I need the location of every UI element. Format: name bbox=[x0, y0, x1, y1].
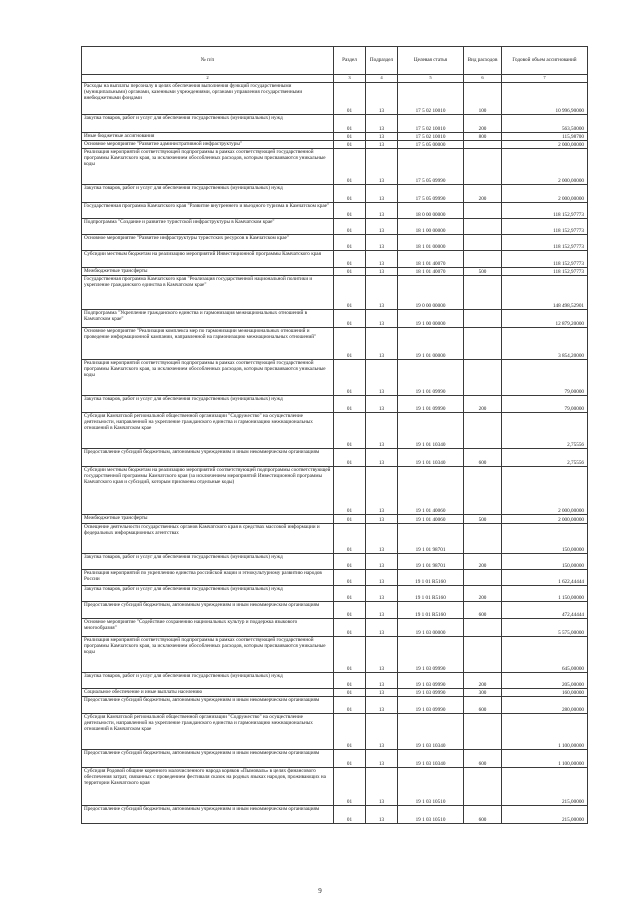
row-section: 01 bbox=[334, 268, 366, 276]
row-expense-type bbox=[464, 467, 502, 515]
table-row bbox=[82, 602, 588, 619]
table-row bbox=[82, 689, 588, 697]
row-description: Основное мероприятие "Реализация комплекса мер по гармонизации межнациональных отношений и проведение информационной кампании, направленной на гармонизацию межнациональных отношений" bbox=[82, 328, 334, 360]
page-number: 9 bbox=[318, 887, 322, 895]
row-description: Иные бюджетные ассигнования bbox=[82, 133, 334, 141]
table-row bbox=[82, 133, 588, 141]
row-target: 18 0 00 00000 bbox=[398, 203, 464, 219]
row-description: Субсидия Родовой общине коренного малочисленного народа коряков «Пымоваль» в целях финансового обеспечения затрат, связанных с проведением фестиваля сказок на родных языках народов, проживающих на территории Камчатского края bbox=[82, 768, 334, 806]
table-header-row bbox=[82, 47, 588, 75]
row-expense-type bbox=[464, 219, 502, 235]
row-section: 01 bbox=[334, 449, 366, 467]
row-amount: 3 854,20000 bbox=[502, 328, 588, 360]
row-section: 01 bbox=[334, 310, 366, 328]
row-subsection: 13 bbox=[366, 115, 398, 133]
row-amount: 2 000,00000 bbox=[502, 515, 588, 524]
row-amount: 280,00000 bbox=[502, 697, 588, 714]
row-amount: 118 152,97773 bbox=[502, 235, 588, 251]
row-description: Подпрограмма "Создание и развитие туристской инфраструктуры в Камчатском крае" bbox=[82, 219, 334, 235]
row-description: Освещение деятельности государственных органов Камчатского края в средствах массовой информации и федеральных информационных агентствах bbox=[82, 524, 334, 554]
row-amount: 1 150,00000 bbox=[502, 586, 588, 602]
row-target: 19 1 01 00000 bbox=[398, 328, 464, 360]
table-row bbox=[82, 276, 588, 310]
row-target: 19 1 03 10340 bbox=[398, 714, 464, 750]
row-subsection: 13 bbox=[366, 602, 398, 619]
row-amount: 5 575,00000 bbox=[502, 619, 588, 637]
column-number-5: 5 bbox=[398, 75, 464, 83]
budget-table bbox=[81, 46, 588, 824]
column-number-6: 6 bbox=[464, 75, 502, 83]
table-row bbox=[82, 413, 588, 449]
row-expense-type: 200 bbox=[464, 673, 502, 689]
row-description: Предоставление субсидий бюджетным, автономным учреждениям и иным некоммерческим организациям bbox=[82, 602, 334, 619]
row-description: Реализация мероприятий соответствующей подпрограммы в рамках соответствующей государственной программы Камчатского края, за исключением обособленных расходов, которым присваиваются уникальные коды bbox=[82, 149, 334, 185]
table-row bbox=[82, 360, 588, 396]
row-expense-type: 200 bbox=[464, 396, 502, 413]
row-amount: 118 152,97773 bbox=[502, 203, 588, 219]
row-description: Закупка товаров, работ и услуг для обеспечения государственных (муниципальных) нужд bbox=[82, 115, 334, 133]
row-subsection: 13 bbox=[366, 310, 398, 328]
row-expense-type bbox=[464, 413, 502, 449]
row-section: 01 bbox=[334, 637, 366, 673]
row-section: 01 bbox=[334, 149, 366, 185]
table-row bbox=[82, 396, 588, 413]
row-amount: 2 000,00000 bbox=[502, 141, 588, 149]
row-description: Предоставление субсидий бюджетным, автономным учреждениям и иным некоммерческим организациям bbox=[82, 697, 334, 714]
row-section: 01 bbox=[334, 586, 366, 602]
column-number-4: 4 bbox=[366, 75, 398, 83]
table-row bbox=[82, 515, 588, 524]
row-target: 19 1 01 10340 bbox=[398, 449, 464, 467]
row-target: 19 1 03 00000 bbox=[398, 619, 464, 637]
row-target: 19 1 01 R5160 bbox=[398, 586, 464, 602]
row-subsection: 13 bbox=[366, 141, 398, 149]
row-subsection: 13 bbox=[366, 413, 398, 449]
row-target: 17 5 02 10010 bbox=[398, 83, 464, 115]
row-subsection: 13 bbox=[366, 83, 398, 115]
row-amount: 472,44444 bbox=[502, 602, 588, 619]
row-description: Закупка товаров, работ и услуг для обеспечения государственных (муниципальных) нужд bbox=[82, 586, 334, 602]
header-expense-type: Вид расходов bbox=[464, 47, 502, 75]
table-row bbox=[82, 251, 588, 268]
row-section: 01 bbox=[334, 235, 366, 251]
row-expense-type bbox=[464, 141, 502, 149]
column-number-row bbox=[82, 75, 588, 83]
row-expense-type: 200 bbox=[464, 115, 502, 133]
row-section: 01 bbox=[334, 619, 366, 637]
row-expense-type: 600 bbox=[464, 602, 502, 619]
row-subsection: 13 bbox=[366, 806, 398, 824]
row-description: Основное мероприятие "Развитие административной инфраструктуры" bbox=[82, 141, 334, 149]
row-expense-type bbox=[464, 203, 502, 219]
row-expense-type bbox=[464, 570, 502, 586]
row-subsection: 13 bbox=[366, 360, 398, 396]
row-section: 01 bbox=[334, 276, 366, 310]
row-description: Расходы на выплаты персоналу в целях обеспечения выполнения функций государственными (муниципальными) органами, казенными учреждениями, органами управления государственными внебюджетными фондами bbox=[82, 83, 334, 115]
row-description: Реализация мероприятий соответствующей подпрограммы в рамках соответствующей государственной программы Камчатского края, за исключением обособленных расходов, которым присваиваются уникальные коды bbox=[82, 637, 334, 673]
table-row bbox=[82, 328, 588, 360]
table-row bbox=[82, 524, 588, 554]
table-row bbox=[82, 203, 588, 219]
row-amount: 10 996,90000 bbox=[502, 83, 588, 115]
row-target: 19 0 00 00000 bbox=[398, 276, 464, 310]
row-description: Межбюджетные трансферты bbox=[82, 268, 334, 276]
row-expense-type: 600 bbox=[464, 449, 502, 467]
row-amount: 1 622,44444 bbox=[502, 570, 588, 586]
row-target: 19 1 01 40060 bbox=[398, 467, 464, 515]
row-target: 19 1 03 10340 bbox=[398, 750, 464, 768]
row-section: 01 bbox=[334, 219, 366, 235]
row-description: Закупка товаров, работ и услуг для обеспечения государственных (муниципальных) нужд bbox=[82, 554, 334, 570]
row-subsection: 13 bbox=[366, 768, 398, 806]
row-expense-type: 300 bbox=[464, 689, 502, 697]
row-section: 01 bbox=[334, 413, 366, 449]
row-subsection: 13 bbox=[366, 449, 398, 467]
row-subsection: 13 bbox=[366, 133, 398, 141]
row-amount: 79,00000 bbox=[502, 396, 588, 413]
row-target: 19 1 01 98701 bbox=[398, 554, 464, 570]
table-row bbox=[82, 83, 588, 115]
row-target: 19 1 03 09990 bbox=[398, 637, 464, 673]
row-amount: 150,00000 bbox=[502, 524, 588, 554]
row-subsection: 13 bbox=[366, 524, 398, 554]
row-section: 01 bbox=[334, 750, 366, 768]
row-amount: 2,75556 bbox=[502, 449, 588, 467]
column-number-7: 7 bbox=[502, 75, 588, 83]
row-subsection: 13 bbox=[366, 276, 398, 310]
table-row bbox=[82, 141, 588, 149]
table-row bbox=[82, 768, 588, 806]
row-subsection: 13 bbox=[366, 149, 398, 185]
row-amount: 79,00000 bbox=[502, 360, 588, 396]
table-row bbox=[82, 310, 588, 328]
row-description: Государственная программа Камчатского края "Реализация государственной национальной политики и укрепление гражданского единства в Камчатском крае" bbox=[82, 276, 334, 310]
row-description: Межбюджетные трансферты bbox=[82, 515, 334, 524]
row-section: 01 bbox=[334, 115, 366, 133]
row-target: 19 1 01 10340 bbox=[398, 413, 464, 449]
column-number-3: 3 bbox=[334, 75, 366, 83]
row-expense-type bbox=[464, 276, 502, 310]
row-expense-type bbox=[464, 235, 502, 251]
row-amount: 12 879,20000 bbox=[502, 310, 588, 328]
row-amount: 205,00000 bbox=[502, 673, 588, 689]
row-target: 19 1 01 09990 bbox=[398, 360, 464, 396]
table-row bbox=[82, 467, 588, 515]
row-section: 01 bbox=[334, 689, 366, 697]
row-amount: 118 152,97773 bbox=[502, 268, 588, 276]
row-subsection: 13 bbox=[366, 251, 398, 268]
row-target: 17 5 05 00000 bbox=[398, 141, 464, 149]
table-row bbox=[82, 619, 588, 637]
header-target: Целевая статья bbox=[398, 47, 464, 75]
row-section: 01 bbox=[334, 554, 366, 570]
row-section: 01 bbox=[334, 768, 366, 806]
row-expense-type bbox=[464, 768, 502, 806]
row-section: 01 bbox=[334, 467, 366, 515]
row-target: 18 1 01 40070 bbox=[398, 251, 464, 268]
row-section: 01 bbox=[334, 515, 366, 524]
row-amount: 115,98700 bbox=[502, 133, 588, 141]
row-subsection: 13 bbox=[366, 714, 398, 750]
row-description: Реализация мероприятий по укреплению единства российской нации и этнокультурному развитию народов России bbox=[82, 570, 334, 586]
table-row bbox=[82, 185, 588, 203]
row-amount: 160,00000 bbox=[502, 689, 588, 697]
row-expense-type bbox=[464, 637, 502, 673]
row-target: 18 1 01 40070 bbox=[398, 268, 464, 276]
table-row bbox=[82, 115, 588, 133]
row-description: Субсидии местным бюджетам на реализацию мероприятий Инвестиционной программы Камчатского края bbox=[82, 251, 334, 268]
row-expense-type: 500 bbox=[464, 515, 502, 524]
row-amount: 215,00000 bbox=[502, 768, 588, 806]
row-amount: 645,00000 bbox=[502, 637, 588, 673]
row-expense-type bbox=[464, 524, 502, 554]
row-section: 01 bbox=[334, 185, 366, 203]
table-row bbox=[82, 554, 588, 570]
row-target: 17 5 02 10010 bbox=[398, 115, 464, 133]
row-subsection: 13 bbox=[366, 219, 398, 235]
row-amount: 150,00000 bbox=[502, 554, 588, 570]
table-body bbox=[82, 47, 588, 824]
row-target: 17 5 02 10010 bbox=[398, 133, 464, 141]
row-description: Закупка товаров, работ и услуг для обеспечения государственных (муниципальных) нужд bbox=[82, 673, 334, 689]
row-expense-type bbox=[464, 360, 502, 396]
row-subsection: 13 bbox=[366, 637, 398, 673]
column-number-1: 2 bbox=[82, 75, 334, 83]
row-subsection: 13 bbox=[366, 750, 398, 768]
table-row bbox=[82, 449, 588, 467]
row-expense-type: 600 bbox=[464, 697, 502, 714]
row-description: Предоставление субсидий бюджетным, автономным учреждениям и иным некоммерческим организациям bbox=[82, 806, 334, 824]
row-amount: 118 152,97773 bbox=[502, 251, 588, 268]
row-subsection: 13 bbox=[366, 396, 398, 413]
table-row bbox=[82, 697, 588, 714]
row-amount: 118 152,97773 bbox=[502, 219, 588, 235]
row-target: 19 1 03 09990 bbox=[398, 697, 464, 714]
header-number: № п/п bbox=[82, 47, 334, 75]
row-section: 01 bbox=[334, 141, 366, 149]
table-row bbox=[82, 268, 588, 276]
row-expense-type bbox=[464, 714, 502, 750]
header-subsection: Подраздел bbox=[366, 47, 398, 75]
row-expense-type: 600 bbox=[464, 750, 502, 768]
row-target: 19 1 01 98701 bbox=[398, 524, 464, 554]
row-section: 01 bbox=[334, 133, 366, 141]
row-section: 01 bbox=[334, 251, 366, 268]
row-subsection: 13 bbox=[366, 203, 398, 219]
table-row bbox=[82, 586, 588, 602]
table-row bbox=[82, 637, 588, 673]
row-expense-type: 600 bbox=[464, 806, 502, 824]
row-section: 01 bbox=[334, 697, 366, 714]
row-amount: 215,00000 bbox=[502, 806, 588, 824]
row-target: 19 1 03 10510 bbox=[398, 768, 464, 806]
row-target: 19 1 01 40060 bbox=[398, 515, 464, 524]
row-amount: 2 000,00000 bbox=[502, 185, 588, 203]
row-description: Подпрограмма "Укрепление гражданского единства и гармонизация межнациональных отношений в Камчатском крае" bbox=[82, 310, 334, 328]
row-target: 18 1 00 00000 bbox=[398, 219, 464, 235]
row-description: Закупка товаров, работ и услуг для обеспечения государственных (муниципальных) нужд bbox=[82, 185, 334, 203]
row-section: 01 bbox=[334, 714, 366, 750]
row-target: 19 1 01 09990 bbox=[398, 396, 464, 413]
table-row bbox=[82, 806, 588, 824]
row-section: 01 bbox=[334, 203, 366, 219]
row-expense-type: 200 bbox=[464, 586, 502, 602]
row-amount: 2 000,00000 bbox=[502, 467, 588, 515]
row-description: Государственная программа Камчатского края "Развитие внутреннего и въездного туризма в Камчатском крае" bbox=[82, 203, 334, 219]
table-row bbox=[82, 149, 588, 185]
row-subsection: 13 bbox=[366, 467, 398, 515]
row-expense-type: 500 bbox=[464, 268, 502, 276]
row-subsection: 13 bbox=[366, 673, 398, 689]
row-subsection: 13 bbox=[366, 619, 398, 637]
row-section: 01 bbox=[334, 396, 366, 413]
row-description: Предоставление субсидий бюджетным, автономным учреждениям и иным некоммерческим организациям bbox=[82, 449, 334, 467]
table-row bbox=[82, 570, 588, 586]
row-expense-type bbox=[464, 251, 502, 268]
header-amount: Годовой объем ассигнований bbox=[502, 47, 588, 75]
row-section: 01 bbox=[334, 806, 366, 824]
row-target: 17 5 05 09990 bbox=[398, 185, 464, 203]
table-row bbox=[82, 714, 588, 750]
row-section: 01 bbox=[334, 673, 366, 689]
row-section: 01 bbox=[334, 328, 366, 360]
row-section: 01 bbox=[334, 602, 366, 619]
row-description: Реализация мероприятий соответствующей подпрограммы в рамках соответствующей государственной программы Камчатского края, за исключением обособленных расходов, которым присваиваются уникальные коды bbox=[82, 360, 334, 396]
row-expense-type: 100 bbox=[464, 83, 502, 115]
row-description: Основное мероприятие "Развитие инфраструктуры туристских ресурсов в Камчатском крае" bbox=[82, 235, 334, 251]
row-target: 19 1 03 09990 bbox=[398, 689, 464, 697]
table-row bbox=[82, 750, 588, 768]
row-target: 18 1 01 00000 bbox=[398, 235, 464, 251]
row-target: 19 1 01 R5160 bbox=[398, 602, 464, 619]
row-subsection: 13 bbox=[366, 515, 398, 524]
row-target: 19 1 00 00000 bbox=[398, 310, 464, 328]
row-subsection: 13 bbox=[366, 235, 398, 251]
row-section: 01 bbox=[334, 570, 366, 586]
row-description: Субсидии местным бюджетам на реализацию мероприятий соответствующей подпрограммы соответствующей государственной программы Камчатского края (за исключением мероприятий Инвестиционной программы Камчатского края и субсидий, которым присвоены отдельные коды) bbox=[82, 467, 334, 515]
row-amount: 2,75556 bbox=[502, 413, 588, 449]
row-description: Социальное обеспечение и иные выплаты населению bbox=[82, 689, 334, 697]
row-description: Предоставление субсидий бюджетным, автономным учреждениям и иным некоммерческим организациям bbox=[82, 750, 334, 768]
row-subsection: 13 bbox=[366, 689, 398, 697]
table-row bbox=[82, 219, 588, 235]
row-description: Субсидия Камчатской региональной общественной организации "Содружество" на осуществление деятельности, направленной на укрепление гражданского единства и гармонизацию межнациональных отношений в Камчатском крае bbox=[82, 413, 334, 449]
row-target: 17 5 05 09990 bbox=[398, 149, 464, 185]
row-description: Субсидия Камчатской региональной общественной организации "Содружество" на осуществление деятельности, направленной на укрепление гражданского единства и гармонизацию межнациональных отношений в Камчатском крае bbox=[82, 714, 334, 750]
row-target: 19 1 03 09990 bbox=[398, 673, 464, 689]
row-description: Основное мероприятие "Содействие сохранению национальных культур и поддержка языкового многообразия" bbox=[82, 619, 334, 637]
row-amount: 563,50000 bbox=[502, 115, 588, 133]
row-section: 01 bbox=[334, 83, 366, 115]
row-target: 19 1 01 R5160 bbox=[398, 570, 464, 586]
row-subsection: 13 bbox=[366, 586, 398, 602]
row-amount: 1 100,00000 bbox=[502, 750, 588, 768]
row-amount: 2 000,00000 bbox=[502, 149, 588, 185]
row-subsection: 13 bbox=[366, 328, 398, 360]
row-section: 01 bbox=[334, 524, 366, 554]
row-expense-type: 800 bbox=[464, 133, 502, 141]
row-expense-type: 200 bbox=[464, 185, 502, 203]
table-row bbox=[82, 235, 588, 251]
row-subsection: 13 bbox=[366, 554, 398, 570]
row-amount: 1 100,00000 bbox=[502, 714, 588, 750]
row-section: 01 bbox=[334, 360, 366, 396]
table-row bbox=[82, 673, 588, 689]
row-target: 19 1 03 10510 bbox=[398, 806, 464, 824]
row-expense-type: 200 bbox=[464, 554, 502, 570]
row-expense-type bbox=[464, 149, 502, 185]
row-expense-type bbox=[464, 310, 502, 328]
row-subsection: 13 bbox=[366, 697, 398, 714]
row-expense-type bbox=[464, 328, 502, 360]
row-subsection: 13 bbox=[366, 268, 398, 276]
row-subsection: 13 bbox=[366, 570, 398, 586]
row-description: Закупка товаров, работ и услуг для обеспечения государственных (муниципальных) нужд bbox=[82, 396, 334, 413]
header-section: Раздел bbox=[334, 47, 366, 75]
row-expense-type bbox=[464, 619, 502, 637]
row-amount: 148 498,52901 bbox=[502, 276, 588, 310]
row-subsection: 13 bbox=[366, 185, 398, 203]
